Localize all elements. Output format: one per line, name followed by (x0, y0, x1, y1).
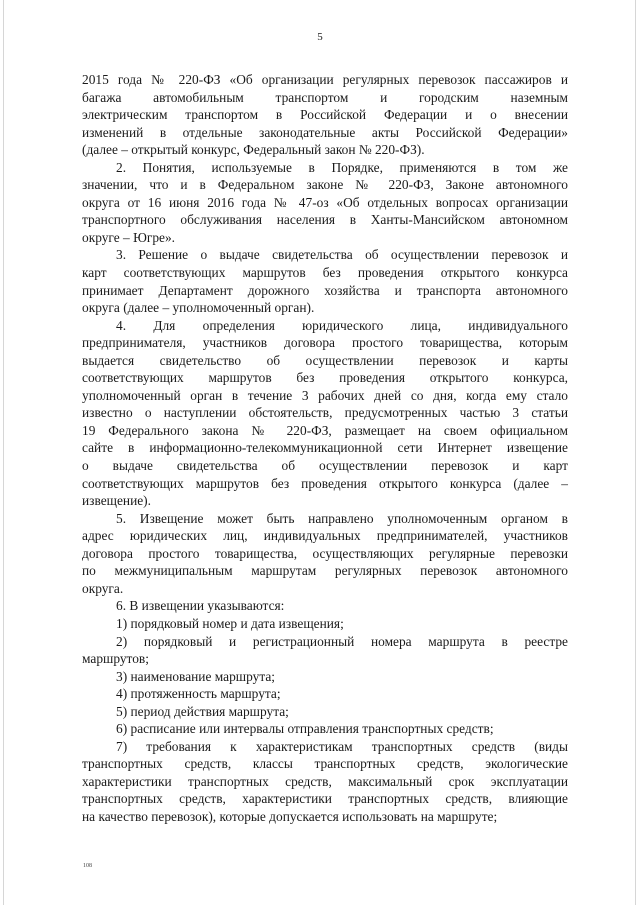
text-line: известно о наступлении обстоятельств, предусмотренных частью 3 статьи (82, 405, 568, 421)
paragraph-2 (82, 159, 568, 247)
list-item-7 (82, 738, 568, 826)
text-line: о выдаче свидетельства об осуществлении перевозок и карт (82, 458, 568, 474)
paragraph-4 (82, 317, 568, 510)
text-line: адрес юридических лиц, индивидуальных предпринимателей, участников (82, 528, 568, 544)
text-line: на качество перевозок), которые допускается использовать на маршруте; (82, 808, 498, 824)
text-line: 3. Решение о выдаче свидетельства об осуществлении перевозок и (116, 247, 568, 263)
paragraph-5 (82, 510, 568, 598)
text-line: 2015 года № 220-ФЗ «Об организации регулярных перевозок пассажиров и (82, 72, 568, 87)
list-item-2 (82, 633, 568, 668)
text-line: изменений в отдельные законодательные акты Российской Федерации» (82, 124, 568, 140)
text-line: электрическим транспортом в Российской Федерации и о внесении (82, 107, 568, 123)
text-line: округа. (82, 580, 124, 596)
text-line: транспортных средств, характеристики транспортных средств, влияющие (82, 791, 568, 807)
list-item-5: 5) период действия маршрута; (116, 703, 289, 719)
text-line: соответствующих маршрутов без проведения открытого конкурса (далее – (82, 475, 568, 491)
text-line: (далее – открытый конкурс, Федеральный закон № 220-ФЗ). (82, 142, 425, 158)
text-line: договора простого товарищества, осуществляющих регулярные перевозки (82, 545, 568, 561)
text-line: уполномоченный орган в течение 3 рабочих дней со дня, когда ему стало (82, 387, 568, 403)
text-line: округа от 16 июня 2016 года № 47-оз «Об отдельных вопросах организации (82, 194, 568, 210)
text-line: 2. Понятия, используемые в Порядке, применяются в том же (116, 159, 568, 175)
paragraph-3 (82, 246, 568, 316)
text-line: сайте в информационно-телекоммуникационной сети Интернет извещение (82, 440, 568, 456)
scan-edge-left (3, 0, 4, 905)
text-line: маршрутов; (82, 651, 149, 667)
text-line: по межмуниципальным маршрутам регулярных перевозок автономного (82, 563, 568, 579)
text-line: 4. Для определения юридического лица, индивидуального (116, 317, 568, 333)
text-line: 7) требования к характеристикам транспортных средств (виды (116, 738, 568, 754)
list-item-4: 4) протяженность маршрута; (116, 686, 281, 702)
paragraph-1 (82, 71, 568, 159)
text-line: 2) порядковый и регистрационный номера маршрута в реестре (116, 633, 568, 649)
list-item-3: 3) наименование маршрута; (116, 668, 275, 684)
text-line: багажа автомобильным транспортом и городским наземным (82, 89, 568, 105)
text-line: извещение). (82, 493, 151, 509)
text-line: транспортного обслуживания населения в Ханты-Мансийском автономном (82, 212, 568, 228)
text-line: округе – Югре». (82, 229, 176, 245)
list-item-6: 6) расписание или интервалы отправления транспортных средств; (116, 721, 494, 737)
text-line: 19 Федерального закона № 220-ФЗ, размещает на своем официальном (82, 422, 568, 438)
list-item-1: 1) порядковый номер и дата извещения; (116, 615, 344, 631)
document-body (82, 71, 568, 826)
paragraph-6: 6. В извещении указываются: (116, 598, 285, 614)
text-line: значении, что и в Федеральном законе № 220-ФЗ, Законе автономного (82, 177, 568, 193)
text-line: карт соответствующих маршрутов без проведения открытого конкурса (82, 265, 568, 281)
page-number: 5 (317, 31, 323, 43)
text-line: округа (далее – уполномоченный орган). (82, 300, 315, 316)
scan-edge-right (635, 0, 636, 905)
text-line: характеристики транспортных средств, максимальный срок эксплуатации (82, 773, 568, 789)
text-line: 5. Извещение может быть направлено уполномоченным органом в (116, 510, 568, 526)
text-line: транспортных средств, классы транспортных средств, экологические (82, 756, 568, 772)
text-line: соответствующих маршрутов без проведения открытого конкурса, (82, 370, 568, 386)
text-line: предпринимателя, участников договора простого товарищества, которым (82, 335, 568, 351)
text-line: принимает Департамент дорожного хозяйства и транспорта автономного (82, 282, 568, 298)
footer-mark: 108 (83, 863, 92, 869)
text-line: выдается свидетельство об осуществлении перевозок и карты (82, 352, 568, 368)
